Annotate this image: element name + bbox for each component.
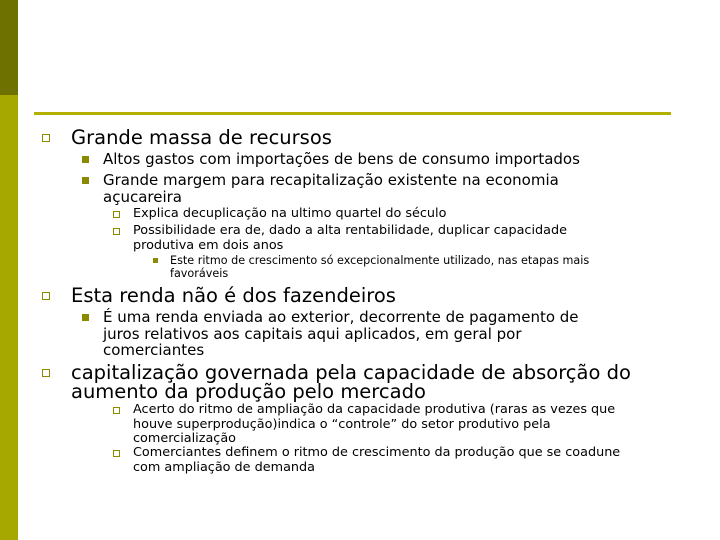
bullet-level2-text-continued: comerciantes (103, 341, 205, 359)
hollow-square-bullet-icon (42, 369, 50, 377)
sidebar-accent-bar (0, 0, 18, 540)
bullet-level3-text-continued: produtiva em dois anos (133, 237, 284, 253)
bullet-level3-text: Comerciantes definem o ritmo de crescimento da produção que se coadune (133, 445, 621, 460)
bullet-level1-text: Esta renda não é dos fazendeiros (71, 284, 396, 307)
filled-square-bullet-icon (82, 314, 89, 321)
hollow-square-bullet-icon (113, 228, 120, 235)
filled-square-bullet-icon (82, 177, 89, 184)
bullet-level3-text-continued: comercialização (133, 431, 236, 446)
bullet-level2-text-continued: juros relativos aos capitais aqui aplicados, em geral por (103, 324, 522, 343)
small-square-bullet-icon (153, 258, 158, 263)
hollow-square-bullet-icon (42, 134, 50, 142)
bullet-level3-text: Acerto do ritmo de ampliação da capacidade produtiva (raras as vezes que (133, 402, 616, 417)
bullet-level2-text: Grande margem para recapitalização existente na economia (103, 171, 559, 189)
bullet-level3-text-continued: houve superprodução)indica o “controle” do setor produtivo pela (133, 416, 551, 432)
hollow-square-bullet-icon (42, 292, 50, 300)
bullet-level1-text: capitalização governada pela capacidade de absorção do (71, 361, 631, 384)
bullet-level1-text: Grande massa de recursos (71, 126, 332, 149)
bullet-level3-text: Possibilidade era de, dado a alta rentabilidade, duplicar capacidade (133, 223, 567, 238)
bullet-level3-text-continued: com ampliação de demanda (133, 459, 315, 475)
bullet-level3-text: Explica decuplicação na ultimo quartel do século (133, 206, 447, 221)
hollow-square-bullet-icon (113, 407, 120, 414)
bullet-level4-text-continued: favoráveis (170, 267, 229, 280)
bullet-level2-text: É uma renda enviada ao exterior, decorrente de pagamento de (103, 308, 579, 326)
hollow-square-bullet-icon (113, 450, 120, 457)
bullet-level4-text: Este ritmo de crescimento só excepcionalmente utilizado, nas etapas mais (170, 254, 590, 267)
sidebar-accent-top (0, 0, 18, 95)
bullet-level2-text: Altos gastos com importações de bens de consumo importados (103, 150, 580, 168)
bullet-level1-text-continued: aumento da produção pelo mercado (71, 380, 426, 403)
title-divider-line (34, 112, 671, 115)
filled-square-bullet-icon (82, 156, 89, 163)
bullet-level2-text-continued: açucareira (103, 187, 182, 206)
hollow-square-bullet-icon (113, 211, 120, 218)
